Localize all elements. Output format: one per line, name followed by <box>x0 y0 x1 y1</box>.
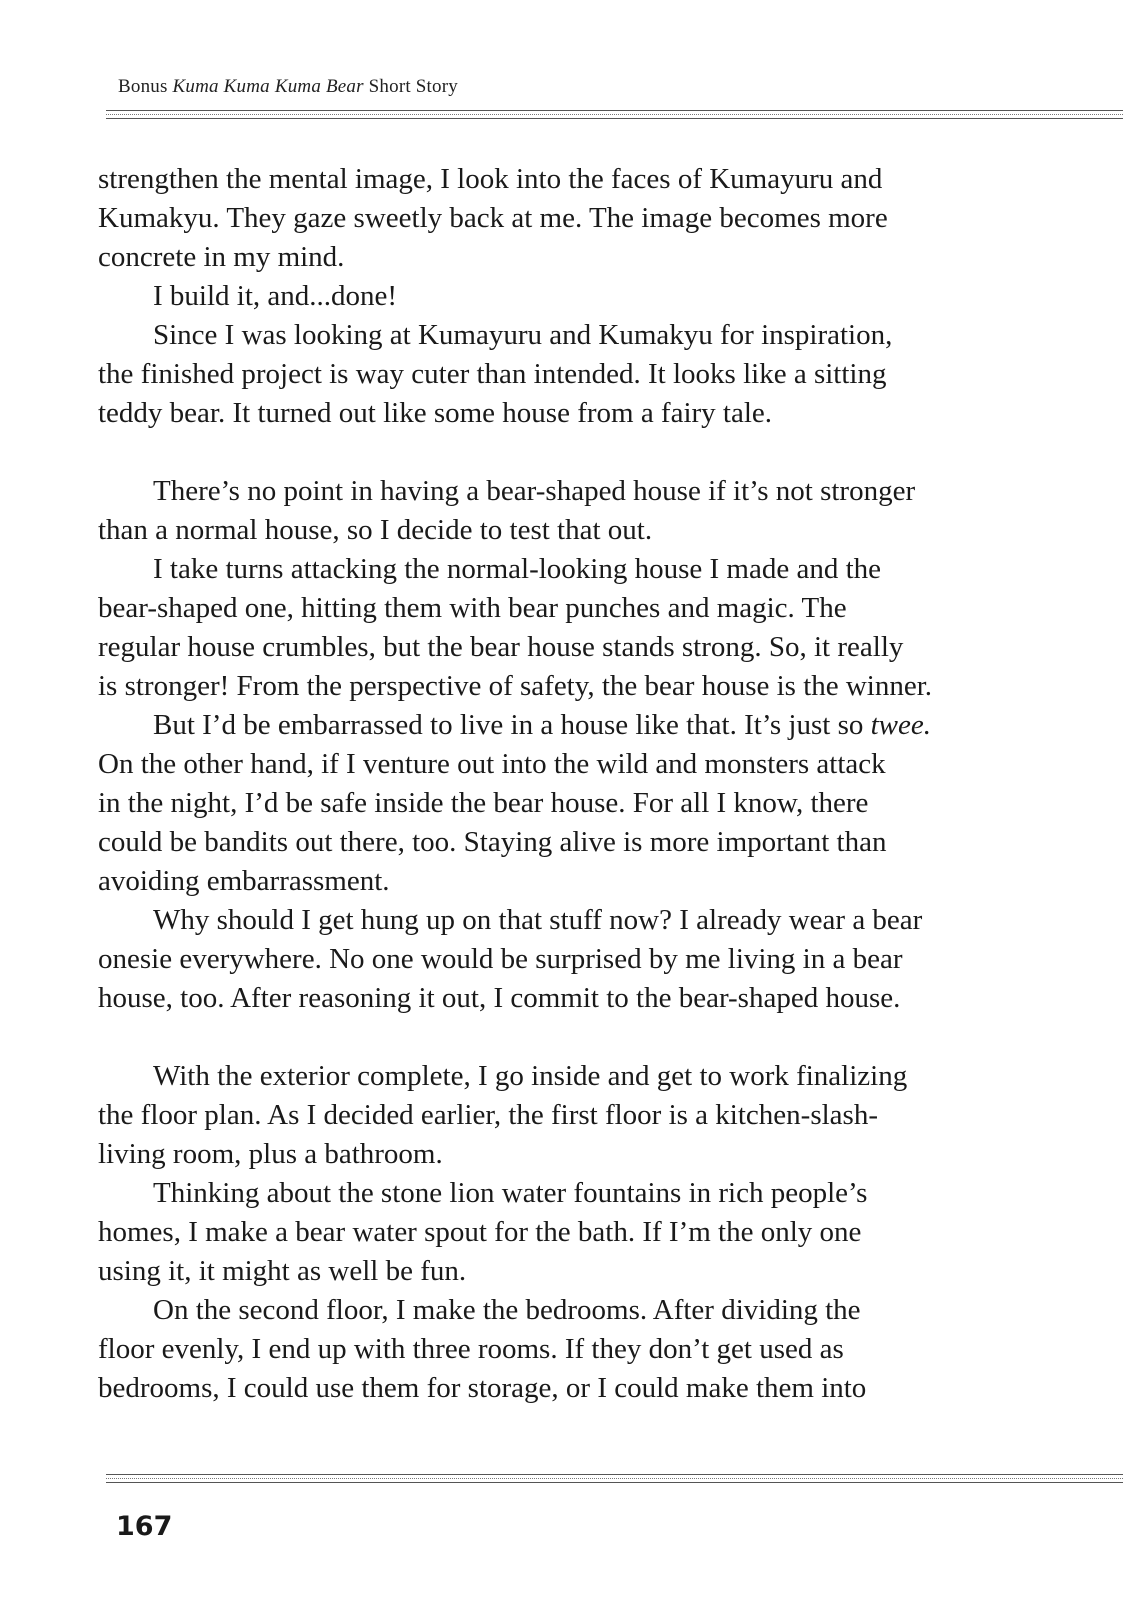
text-line: is stronger! From the perspective of safety, the bear house is the winner. <box>98 670 933 702</box>
footer-rule <box>106 1474 1123 1483</box>
page-body <box>98 160 988 1408</box>
text-line: On the other hand, if I venture out into the wild and monsters attack <box>98 748 886 780</box>
text-line: could be bandits out there, too. Staying alive is more important than <box>98 826 887 858</box>
text-line: onesie everywhere. No one would be surprised by me living in a bear <box>98 943 903 975</box>
text-run: But I’d be embarrassed to live in a house like that. It’s just so <box>153 709 871 741</box>
header-suffix: Short Story <box>363 76 458 97</box>
text-line: the finished project is way cuter than intended. It looks like a sitting <box>98 358 887 390</box>
text-line: floor evenly, I end up with three rooms. If they don’t get used as <box>98 1333 844 1365</box>
text-line: On the second floor, I make the bedrooms. After dividing the <box>153 1294 861 1326</box>
header-rule <box>106 110 1123 119</box>
text-line: Kumakyu. They gaze sweetly back at me. The image becomes more <box>98 202 888 234</box>
text-line: regular house crumbles, but the bear house stands strong. So, it really <box>98 631 904 663</box>
text-line: the floor plan. As I decided earlier, the first floor is a kitchen-slash- <box>98 1099 878 1131</box>
scene-break <box>98 433 988 472</box>
text-line: than a normal house, so I decide to test that out. <box>98 514 653 546</box>
running-header <box>118 76 458 98</box>
text-line: homes, I make a bear water spout for the bath. If I’m the only one <box>98 1216 862 1248</box>
text-line: bedrooms, I could use them for storage, or I could make them into <box>98 1372 867 1404</box>
text-line: There’s no point in having a bear-shaped house if it’s not stronger <box>153 475 916 507</box>
text-line: in the night, I’d be safe inside the bear house. For all I know, there <box>98 787 869 819</box>
text-line: bear-shaped one, hitting them with bear punches and magic. The <box>98 592 847 624</box>
text-line: I take turns attacking the normal-looking house I made and the <box>153 553 882 585</box>
book-title: Kuma Kuma Kuma Bear <box>172 76 364 97</box>
text-line: living room, plus a bathroom. <box>98 1138 443 1170</box>
text-line <box>98 706 988 745</box>
page-number: 167 <box>116 1511 173 1542</box>
italic-word: twee. <box>870 709 932 741</box>
text-line: avoiding embarrassment. <box>98 865 390 897</box>
text-line: house, too. After reasoning it out, I commit to the bear-shaped house. <box>98 982 901 1014</box>
text-line: Since I was looking at Kumayuru and Kumakyu for inspiration, <box>153 319 893 351</box>
text-line: concrete in my mind. <box>98 241 345 273</box>
scene-break <box>98 1018 988 1057</box>
text-line: Why should I get hung up on that stuff now? I already wear a bear <box>153 904 923 936</box>
text-line: strengthen the mental image, I look into the faces of Kumayuru and <box>98 163 883 195</box>
text-line: I build it, and...done! <box>153 280 398 312</box>
text-line: using it, it might as well be fun. <box>98 1255 467 1287</box>
header-prefix: Bonus <box>118 76 173 97</box>
text-line: With the exterior complete, I go inside and get to work finalizing <box>153 1060 908 1092</box>
text-line: teddy bear. It turned out like some house from a fairy tale. <box>98 397 773 429</box>
text-line: Thinking about the stone lion water fountains in rich people’s <box>153 1177 868 1209</box>
